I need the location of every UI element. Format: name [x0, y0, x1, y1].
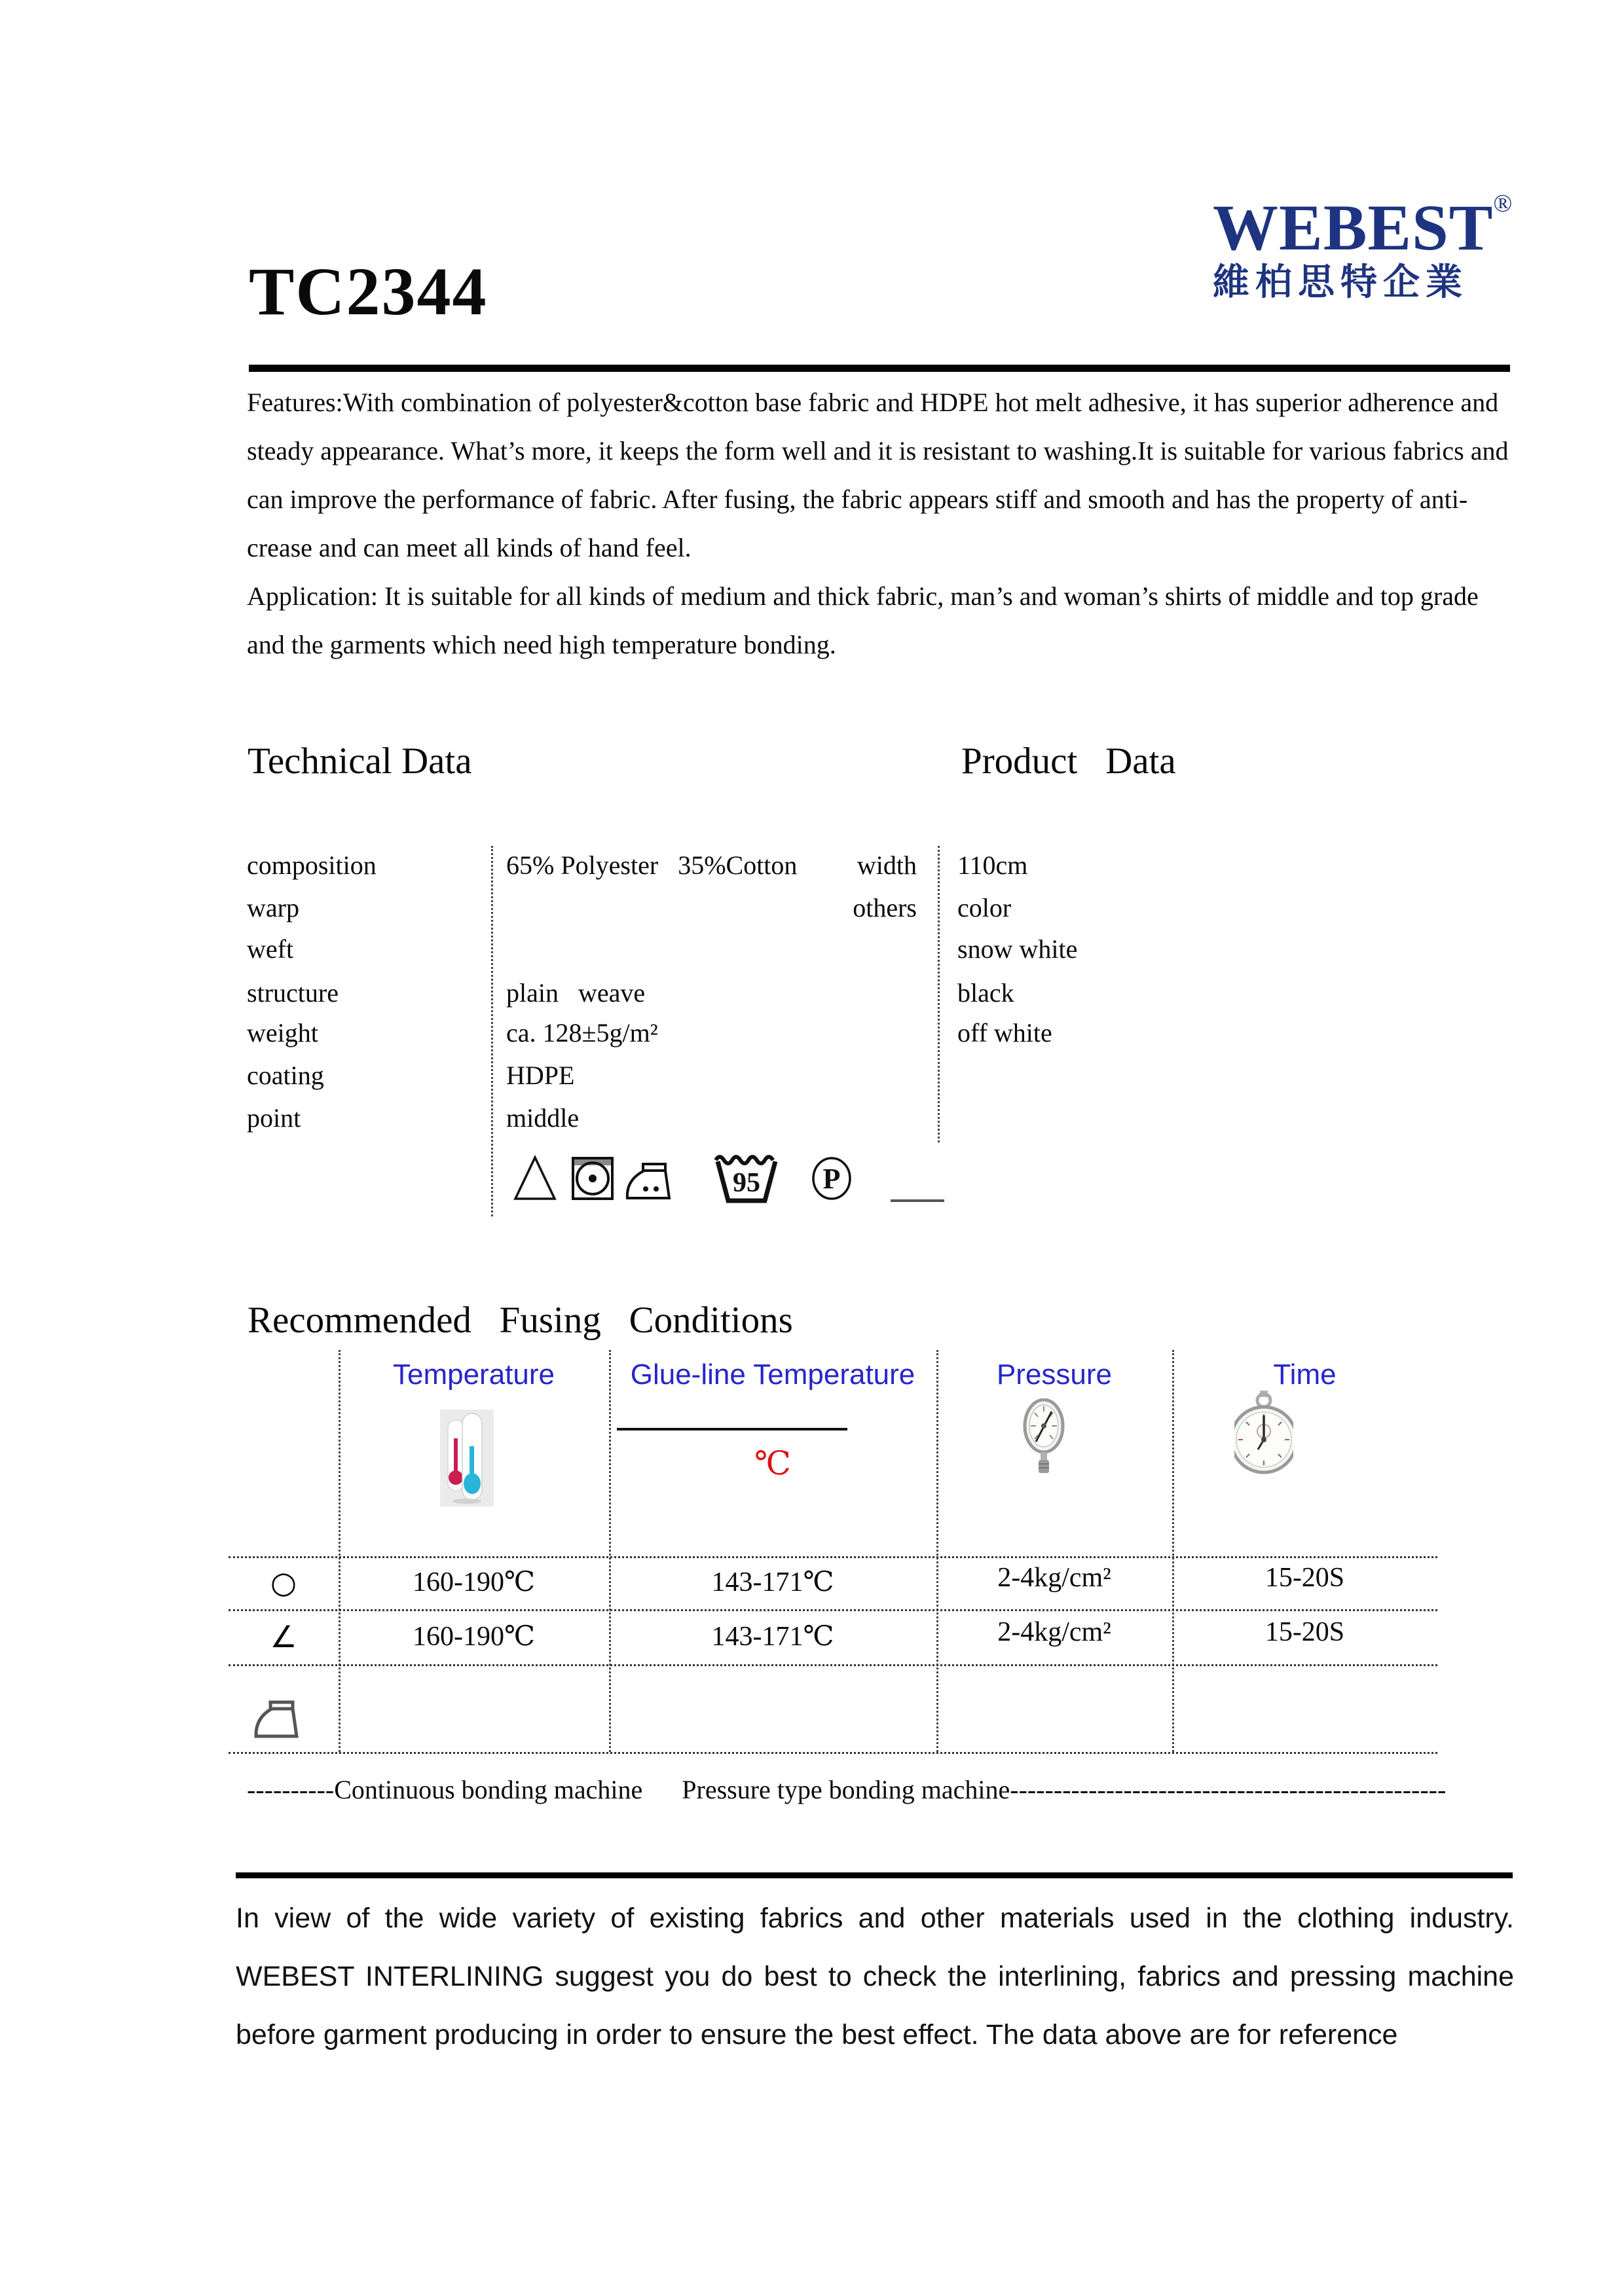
fusing-row2-glue-temperature: 143-171℃ [711, 1622, 834, 1652]
page-title: TC2344 [249, 254, 488, 329]
tech-table-divider-1 [491, 846, 493, 1216]
fusing-header-temperature: Temperature [392, 1358, 555, 1391]
fusing-conditions-heading: Recommended Fusing Conditions [248, 1300, 793, 1341]
fusing-row1-pressure: 2-4kg/cm² [997, 1563, 1111, 1593]
product-value-color: color [957, 893, 1012, 922]
stopwatch-icon [1234, 1389, 1293, 1476]
fusing-row1-glue-temperature: 143-171℃ [711, 1567, 834, 1597]
pressure-gauge-icon [1023, 1398, 1065, 1477]
fusing-header-glue-line: Glue-line Temperature [630, 1358, 915, 1391]
fusing-col-divider-1 [339, 1350, 341, 1752]
fusing-row2-pressure: 2-4kg/cm² [997, 1617, 1111, 1647]
fusing-row-divider-3 [229, 1664, 1437, 1666]
product-value-snow-white: snow white [957, 934, 1078, 964]
fusing-col-divider-3 [936, 1350, 938, 1752]
bonding-machine-caption: ----------Continuous bonding machine Pressure type bonding machine-------------------------------------------------- [247, 1775, 1447, 1804]
footer-divider [236, 1872, 1513, 1878]
features-paragraph: Features:With combination of polyester&cotton base fabric and HDPE hot melt adhesive, it has superior adherence and steady appearance. What’s more, it keeps the form well and it is resistant to washing.It is suitable for various fabrics and can improve the performance of fabric. After fusing, the fabric appears stiff and smooth and has the property of anti-crease and can meet all kinds of hand feel. [247, 388, 1509, 562]
tech-value-point: middle [506, 1103, 580, 1133]
wash-temp-label: 95 [733, 1168, 760, 1198]
company-logo [1213, 190, 1527, 304]
fusing-col-divider-2 [609, 1350, 611, 1752]
tech-label-point: point [247, 1103, 301, 1133]
product-value-width: 110cm [957, 850, 1028, 880]
product-value-off-white: off white [957, 1018, 1052, 1048]
fusing-row1-time: 15-20S [1264, 1563, 1345, 1593]
tumble-dry-icon [570, 1154, 615, 1203]
tech-side-label-width: width [857, 850, 917, 880]
tech-label-weft: weft [247, 934, 294, 964]
continuous-machine-iron-icon [252, 1697, 301, 1740]
tech-label-composition: composition [247, 850, 377, 880]
technical-data-heading: Technical Data [248, 740, 472, 782]
logo-wordmark [1213, 190, 1527, 264]
tech-value-composition: 65% Polyester 35%Cotton [506, 850, 798, 880]
tech-table-divider-2 [938, 846, 940, 1142]
thermometer-icon [440, 1410, 494, 1506]
fusing-header-time: Time [1273, 1358, 1337, 1391]
fusing-table-bottom-border [229, 1752, 1437, 1754]
svg-text:P: P [822, 1163, 841, 1195]
fusing-row2-time: 15-20S [1264, 1617, 1345, 1647]
fusing-row1-symbol: ○ [270, 1565, 297, 1600]
tech-label-warp: warp [247, 893, 299, 922]
glue-unit-label: ℃ [754, 1445, 791, 1482]
fusing-col-divider-4 [1172, 1350, 1174, 1752]
dry-clean-p-icon [811, 1156, 853, 1201]
tech-value-coating: HDPE [506, 1061, 575, 1090]
tech-label-weight: weight [247, 1018, 318, 1048]
application-paragraph: Application: It is suitable for all kinds of medium and thick fabric, man’s and woman’s shirts of middle and top grade and the garments which need high temperature bonding. [247, 581, 1479, 659]
wash-95-icon [714, 1151, 779, 1205]
tech-side-label-others: others [853, 893, 917, 922]
bleach-triangle-icon [513, 1154, 557, 1203]
header-divider [249, 365, 1510, 372]
disclaimer-text: In view of the wide variety of existing fabrics and other materials used in the clothing industry. WEBEST INTERLINING suggest you do best to check the interlining, fabrics and pressing machine before garment producing in order to ensure the best effect. The data above are for reference [236, 1903, 1514, 2050]
logo-text: WEBEST [1213, 191, 1494, 264]
logo-chinese-text: 維柏思特企業 [1213, 261, 1468, 304]
registered-mark-icon: ® [1493, 190, 1513, 217]
fusing-row2-temperature: 160-190℃ [413, 1622, 535, 1652]
intro-block [247, 378, 1517, 669]
fusing-row2-symbol: ∠ [270, 1619, 297, 1654]
tech-label-structure: structure [247, 978, 339, 1008]
tech-value-structure: plain weave [506, 978, 646, 1008]
fusing-header-pressure: Pressure [996, 1358, 1113, 1391]
glue-line-rule [617, 1428, 847, 1430]
underline-mark-icon [891, 1199, 944, 1202]
iron-two-dots-icon [623, 1160, 673, 1202]
fusing-row1-temperature: 160-190℃ [413, 1567, 535, 1597]
product-data-heading: Product Data [961, 740, 1176, 782]
tech-label-coating: coating [247, 1061, 324, 1090]
tech-value-weight: ca. 128±5g/m² [506, 1018, 658, 1048]
product-value-black: black [957, 978, 1014, 1008]
